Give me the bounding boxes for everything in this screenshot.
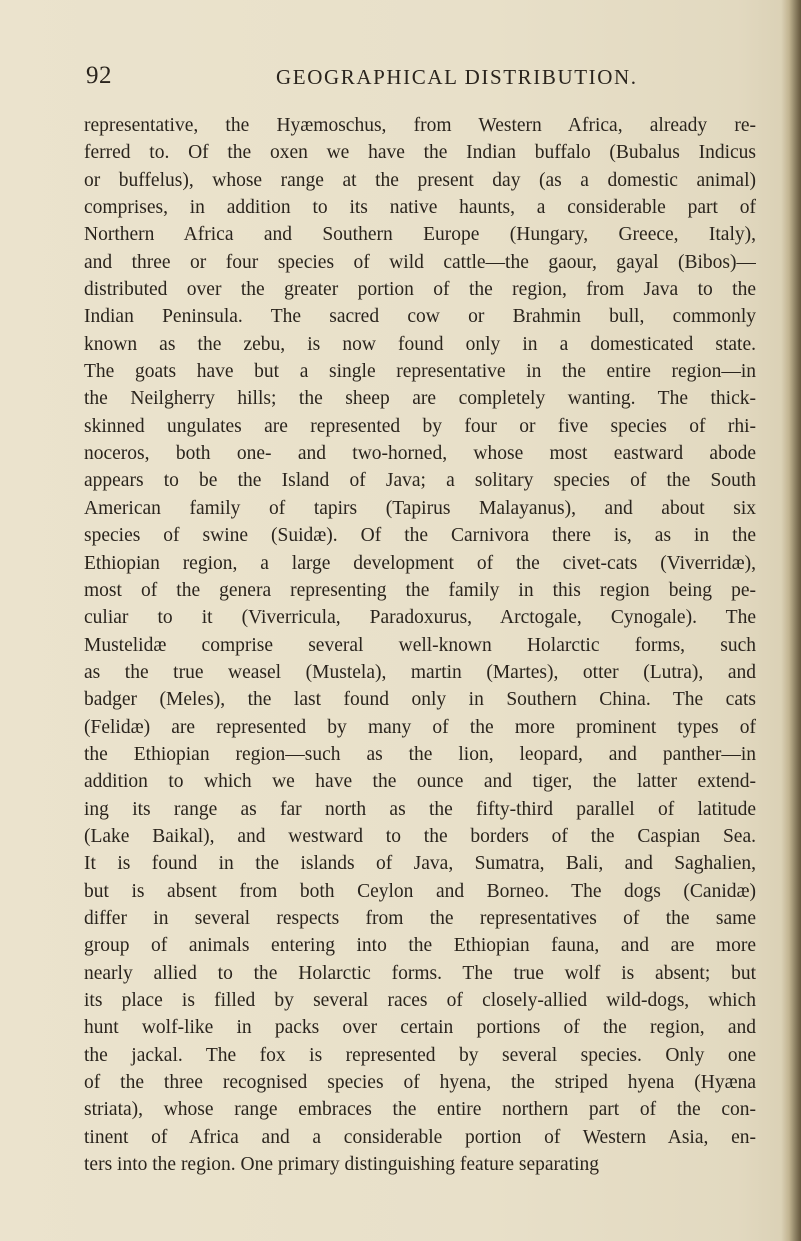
text-line: ing its range as far north as the fifty-third parallel of latitude [84, 798, 756, 820]
text-line: known as the zebu, is now found only in a domesticated state. [84, 333, 756, 355]
text-line: noceros, both one- and two-horned, whose most eastward abode [84, 443, 756, 465]
text-line: the Ethiopian region—such as the lion, leopard, and panther—in [84, 743, 756, 765]
running-head: GEOGRAPHICAL DISTRIBUTION. [276, 65, 638, 89]
text-line: Ethiopian region, a large development of the civet-cats (Viverridæ), [84, 552, 756, 574]
text-line: ters into the region. One primary distinguishing feature separating [84, 1154, 599, 1176]
text-line: comprises, in addition to its native haunts, a considerable part of [84, 197, 756, 219]
text-line: striata), whose range embraces the entire northern part of the con- [84, 1099, 756, 1121]
text-line: distributed over the greater portion of the region, from Java to the [84, 279, 756, 301]
text-line: differ in several respects from the representatives of the same [84, 907, 756, 929]
text-line: (Felidæ) are represented by many of the more prominent types of [84, 716, 756, 738]
page-number: 92 [86, 62, 112, 89]
text-line: addition to which we have the ounce and tiger, the latter extend- [84, 771, 756, 793]
text-line: most of the genera representing the family in this region being pe- [84, 579, 756, 601]
text-line: group of animals entering into the Ethiopian fauna, and are more [84, 935, 756, 957]
text-line: skinned ungulates are represented by four or five species of rhi- [84, 415, 756, 437]
text-line: representative, the Hyæmoschus, from Western Africa, already re- [84, 115, 756, 136]
text-line: Northern Africa and Southern Europe (Hungary, Greece, Italy), [84, 224, 756, 246]
text-line: American family of tapirs (Tapirus Malayanus), and about six [84, 497, 756, 519]
text-line: hunt wolf-like in packs over certain portions of the region, and [84, 1017, 756, 1039]
text-line: (Lake Baikal), and westward to the borders of the Caspian Sea. [84, 825, 756, 847]
text-line: appears to be the Island of Java; a solitary species of the South [84, 470, 756, 492]
text-line: culiar to it (Viverricula, Paradoxurus, Arctogale, Cynogale). The [84, 607, 756, 629]
page-header [86, 62, 726, 92]
text-line: It is found in the islands of Java, Sumatra, Bali, and Saghalien, [84, 853, 756, 875]
text-line: Mustelidæ comprise several well-known Holarctic forms, such [84, 634, 756, 656]
text-line: the Neilgherry hills; the sheep are completely wanting. The thick- [84, 388, 756, 410]
text-line: badger (Meles), the last found only in Southern China. The cats [84, 689, 756, 711]
text-line: but is absent from both Ceylon and Borneo. The dogs (Canidæ) [84, 880, 756, 902]
text-line: and three or four species of wild cattle—the gaour, gayal (Bibos)— [84, 251, 756, 273]
text-line: of the three recognised species of hyena, the striped hyena (Hyæna [84, 1072, 756, 1094]
text-line: The goats have but a single representative in the entire region—in [84, 361, 756, 383]
page-edge-shadow [781, 0, 801, 1241]
text-line: its place is filled by several races of closely-allied wild-dogs, which [84, 990, 756, 1011]
text-line: Indian Peninsula. The sacred cow or Brahmin bull, commonly [84, 306, 756, 328]
text-line: tinent of Africa and a considerable portion of Western Asia, en- [84, 1126, 756, 1148]
text-line: ferred to. Of the oxen we have the Indian buffalo (Bubalus Indicus [84, 142, 756, 164]
body-text [84, 112, 756, 1178]
text-line: as the true weasel (Mustela), martin (Martes), otter (Lutra), and [84, 661, 756, 683]
text-line: or buffelus), whose range at the present day (as a domestic animal) [84, 169, 756, 191]
text-line: the jackal. The fox is represented by several species. Only one [84, 1044, 756, 1066]
text-line: species of swine (Suidæ). Of the Carnivora there is, as in the [84, 525, 756, 547]
text-line: nearly allied to the Holarctic forms. The true wolf is absent; but [84, 962, 756, 984]
